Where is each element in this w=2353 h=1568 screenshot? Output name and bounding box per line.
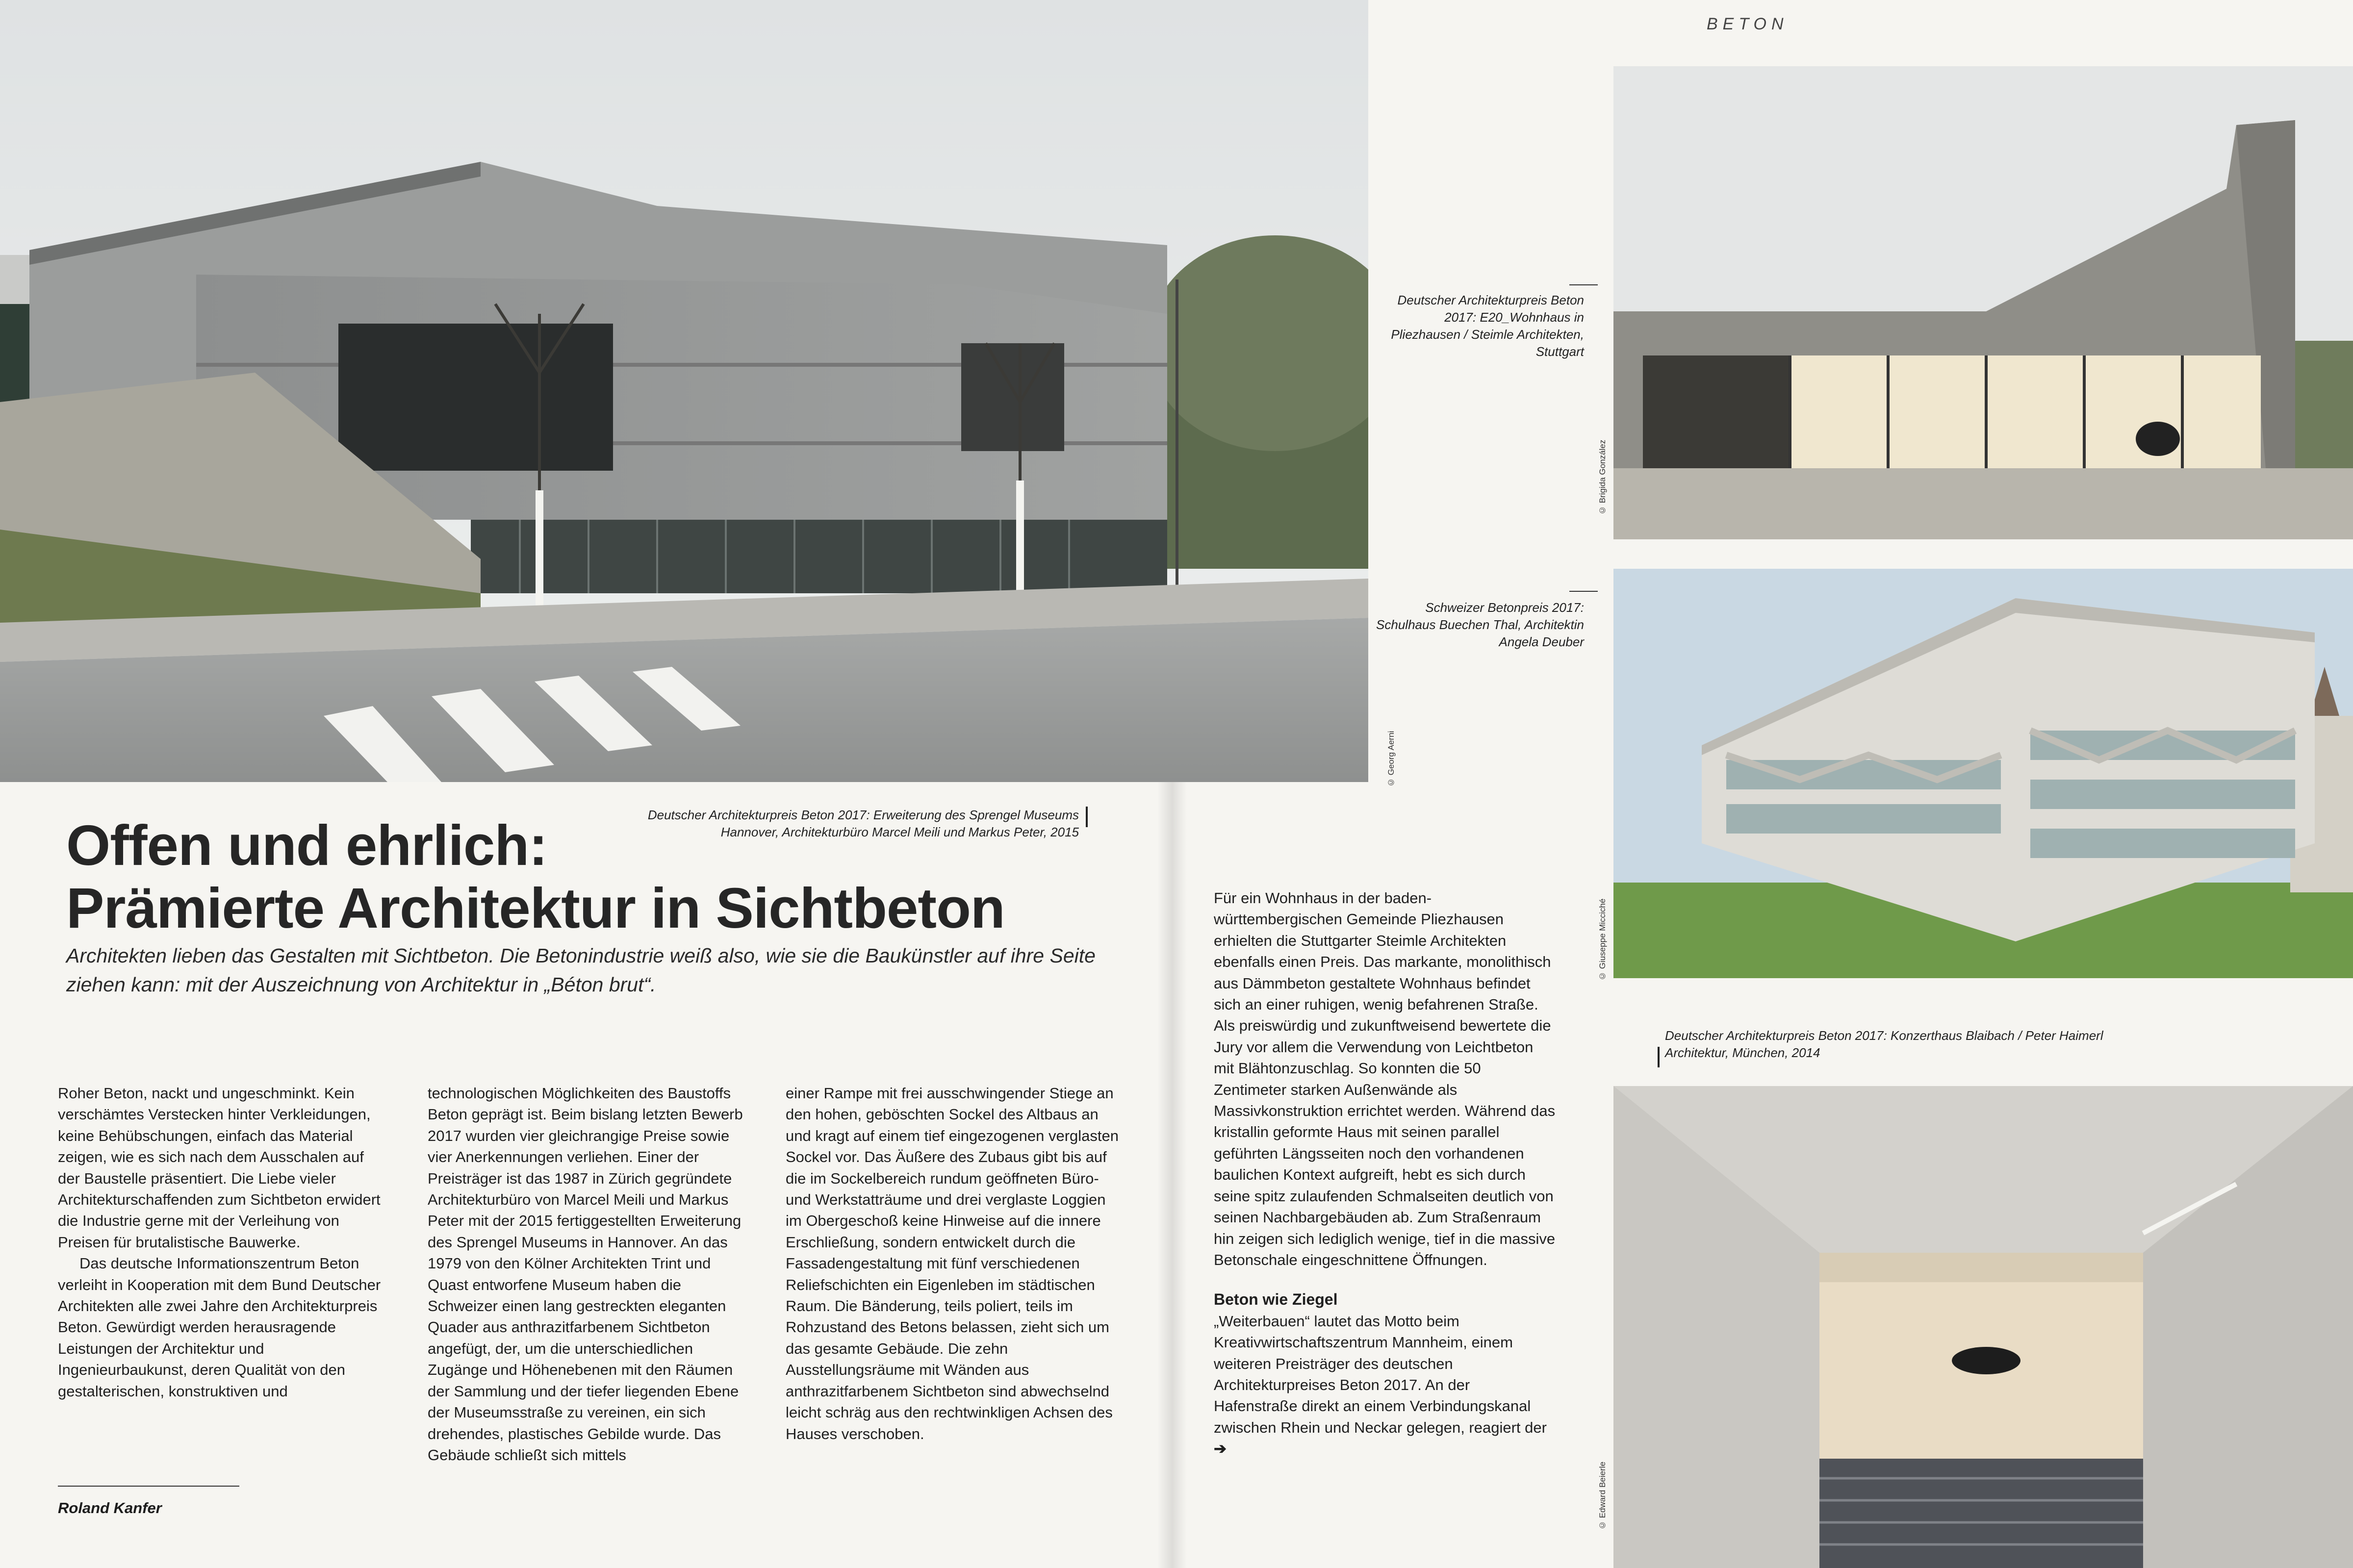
photo2-credit: © Giuseppe Micciché [1598, 898, 1607, 981]
photo3-credit: © Edward Beierle [1598, 1461, 1607, 1530]
running-head-right: BETON [1707, 15, 1789, 33]
photo-schulhaus-buechen-thal [1613, 569, 2353, 978]
text-column-4 [1214, 887, 1557, 1460]
article-title [66, 814, 1121, 939]
photo-e20-wohnhaus [1613, 66, 2353, 539]
photo1-credit: © Brigida González [1598, 439, 1607, 515]
hero-photo-credit: © Georg Aerni [1386, 731, 1396, 787]
author-name: Roland Kanfer [58, 1499, 162, 1517]
caption-e20-wohnhaus: Deutscher Architekturpreis Beton 2017: E20_Wohnhaus in Pliezhausen / Steimle Architekten, Stuttgart [1391, 293, 1584, 359]
author-rule [58, 1486, 239, 1487]
article-title-line1: Offen und ehrlich: [66, 813, 547, 877]
text-column-2 [428, 1083, 755, 1466]
subheading-beton-wie-ziegel: Beton wie Ziegel [1214, 1290, 1338, 1309]
caption3-marker [1658, 1047, 1660, 1067]
continue-arrow-icon: ➔ [1214, 1440, 1227, 1458]
column3-paragraph: einer Rampe mit frei ausschwingender Stiege an den hohen, geböschten Sockel des Altbaus an und kragt auf einem tief eingezogenen verglasten Sockel vor. Das Äußere des Zubaus gibt bis auf die im Sockelbereich rundum geöffneten Büro- und Werkstatträume und drei verglaste Loggien im Obergeschoß keine Hinweise auf die innere Erschließung, sondern entwickelt durch die Fassadengestaltung mit fünf verschiedenen Reliefschichten ein Eigenleben im städtischen Raum. Die Bänderung, teils poliert, teils im Rohzustand des Betons belassen, zieht sich um das gesamte Gebäude. Die zehn Ausstellungsräume mit Wänden aus anthrazitfarbenem Sichtbeton sind abwechselnd leicht schräg aus den rechtwinkligen Achsen des Hauses verschoben. [786, 1085, 1119, 1442]
hero-caption: Deutscher Architekturpreis Beton 2017: Erweiterung des Sprengel Museums Hannover, Architekturbüro Marcel Meili und Markus Peter, 2015 [647, 808, 1079, 839]
column4-paragraph2: „Weiterbauen“ lautet das Motto beim Kreativwirtschaftszentrum Mannheim, einem weiteren Preisträger des deutschen Architekturpreises Beton 2017. An der Hafenstraße direkt an einem Verbindungskanal zwischen Rhein und Neckar gelegen, reagiert der [1214, 1312, 1547, 1436]
column1-paragraph2: Das deutsche Informationszentrum Beton verleiht in Kooperation mit dem Bund Deutscher Architekten alle zwei Jahre den Architekturpreis Beton. Gewürdigt werden herausragende Leistungen der Architektur und Ingenieurbaukunst, deren Qualität von den gestalterischen, konstruktiven und [58, 1255, 381, 1400]
column1-paragraph1: Roher Beton, nackt und ungeschminkt. Kein verschämtes Verstecken hinter Verkleidungen, keine Behübschungen, einfach das Material zeigen, wie es sich nach dem Ausschalen auf der Baustelle präsentiert. Die Liebe vieler Architekturschaffenden zum Sichtbeton erwidert die Industrie gerne mit der Verleihung von Preisen für brutalistische Bauwerke. [58, 1085, 381, 1251]
caption-schulhaus: Schweizer Betonpreis 2017: Schulhaus Buechen Thal, Architektin Angela Deuber [1376, 600, 1584, 649]
column2-paragraph: technologischen Möglichkeiten des Baustoffs Beton geprägt ist. Beim bislang letzten Bewerb 2017 wurden vier gleichrangige Preise sowie vier Anerkennungen verliehen. Einer der Preisträger ist das 1987 in Zürich gegründete Architekturbüro von Marcel Meili und Markus Peter mit der 2015 fertiggestellten Erweiterung des Sprengel Museums in Hannover. An das 1979 von den Kölner Architekten Trint und Quast entworfene Museum haben die Schweizer einen lang gestreckten eleganten Quader aus anthrazitfarbenem Sichtbeton angefügt, der, um die unterschiedlichen Zugänge und Höhenebenen mit den Räumen der Sammlung und der tiefer liegenden Ebene der Museumsstraße zu vereinen, ein sich drehendes, plastisches Gebilde wurde. Das Gebäude schließt sich mittels [428, 1085, 743, 1464]
column4-paragraph1: Für ein Wohnhaus in der baden-württembergischen Gemeinde Pliezhausen erhielten die Stuttgarter Steimle Architekten ebenfalls einen Preis. Das markante, monolithisch aus Dämmbeton gestaltete Wohnhaus befindet sich an einer ruhigen, wenig befahrenen Straße. Als preiswürdig und zukunftweisend bewertete die Jury vor allem die Verwendung von Leichtbeton mit Blähtonzuschlag. So konnten die 50 Zentimeter starken Außenwände als Massivkonstruktion errichtet werden. Während das kristallin geformte Haus mit seinen parallel geführten Längsseiten noch den vorhandenen baulichen Kontext aufgreift, hebt es sich durch seine spitz zulaufenden Schmalseiten deutlich von seinen Nachbargebäuden ab. Zum Straßenraum hin zeigen sich lediglich wenige, tief in die massive Betonschale eingeschnittene Öffnungen. [1214, 889, 1556, 1268]
hero-photo-sprengel-museum [0, 0, 1368, 782]
caption-konzerthaus: Deutscher Architekturpreis Beton 2017: Konzerthaus Blaibach / Peter Haimerl Architektur, München, 2014 [1665, 1028, 2103, 1060]
text-column-1 [58, 1083, 385, 1402]
caption2-rule [1569, 591, 1598, 592]
caption1-rule [1569, 284, 1598, 285]
text-column-3 [786, 1083, 1125, 1444]
photo-konzerthaus-blaibach [1613, 1086, 2353, 1568]
article-title-line2: Prämierte Architektur in Sichtbeton [66, 876, 1005, 940]
article-lead: Architekten lieben das Gestalten mit Sichtbeton. Die Betonindustrie weiß also, wie sie die Baukünstler auf ihre Seite ziehen kann: mit der Auszeichnung von Architektur in „Béton brut“. [66, 944, 1096, 996]
